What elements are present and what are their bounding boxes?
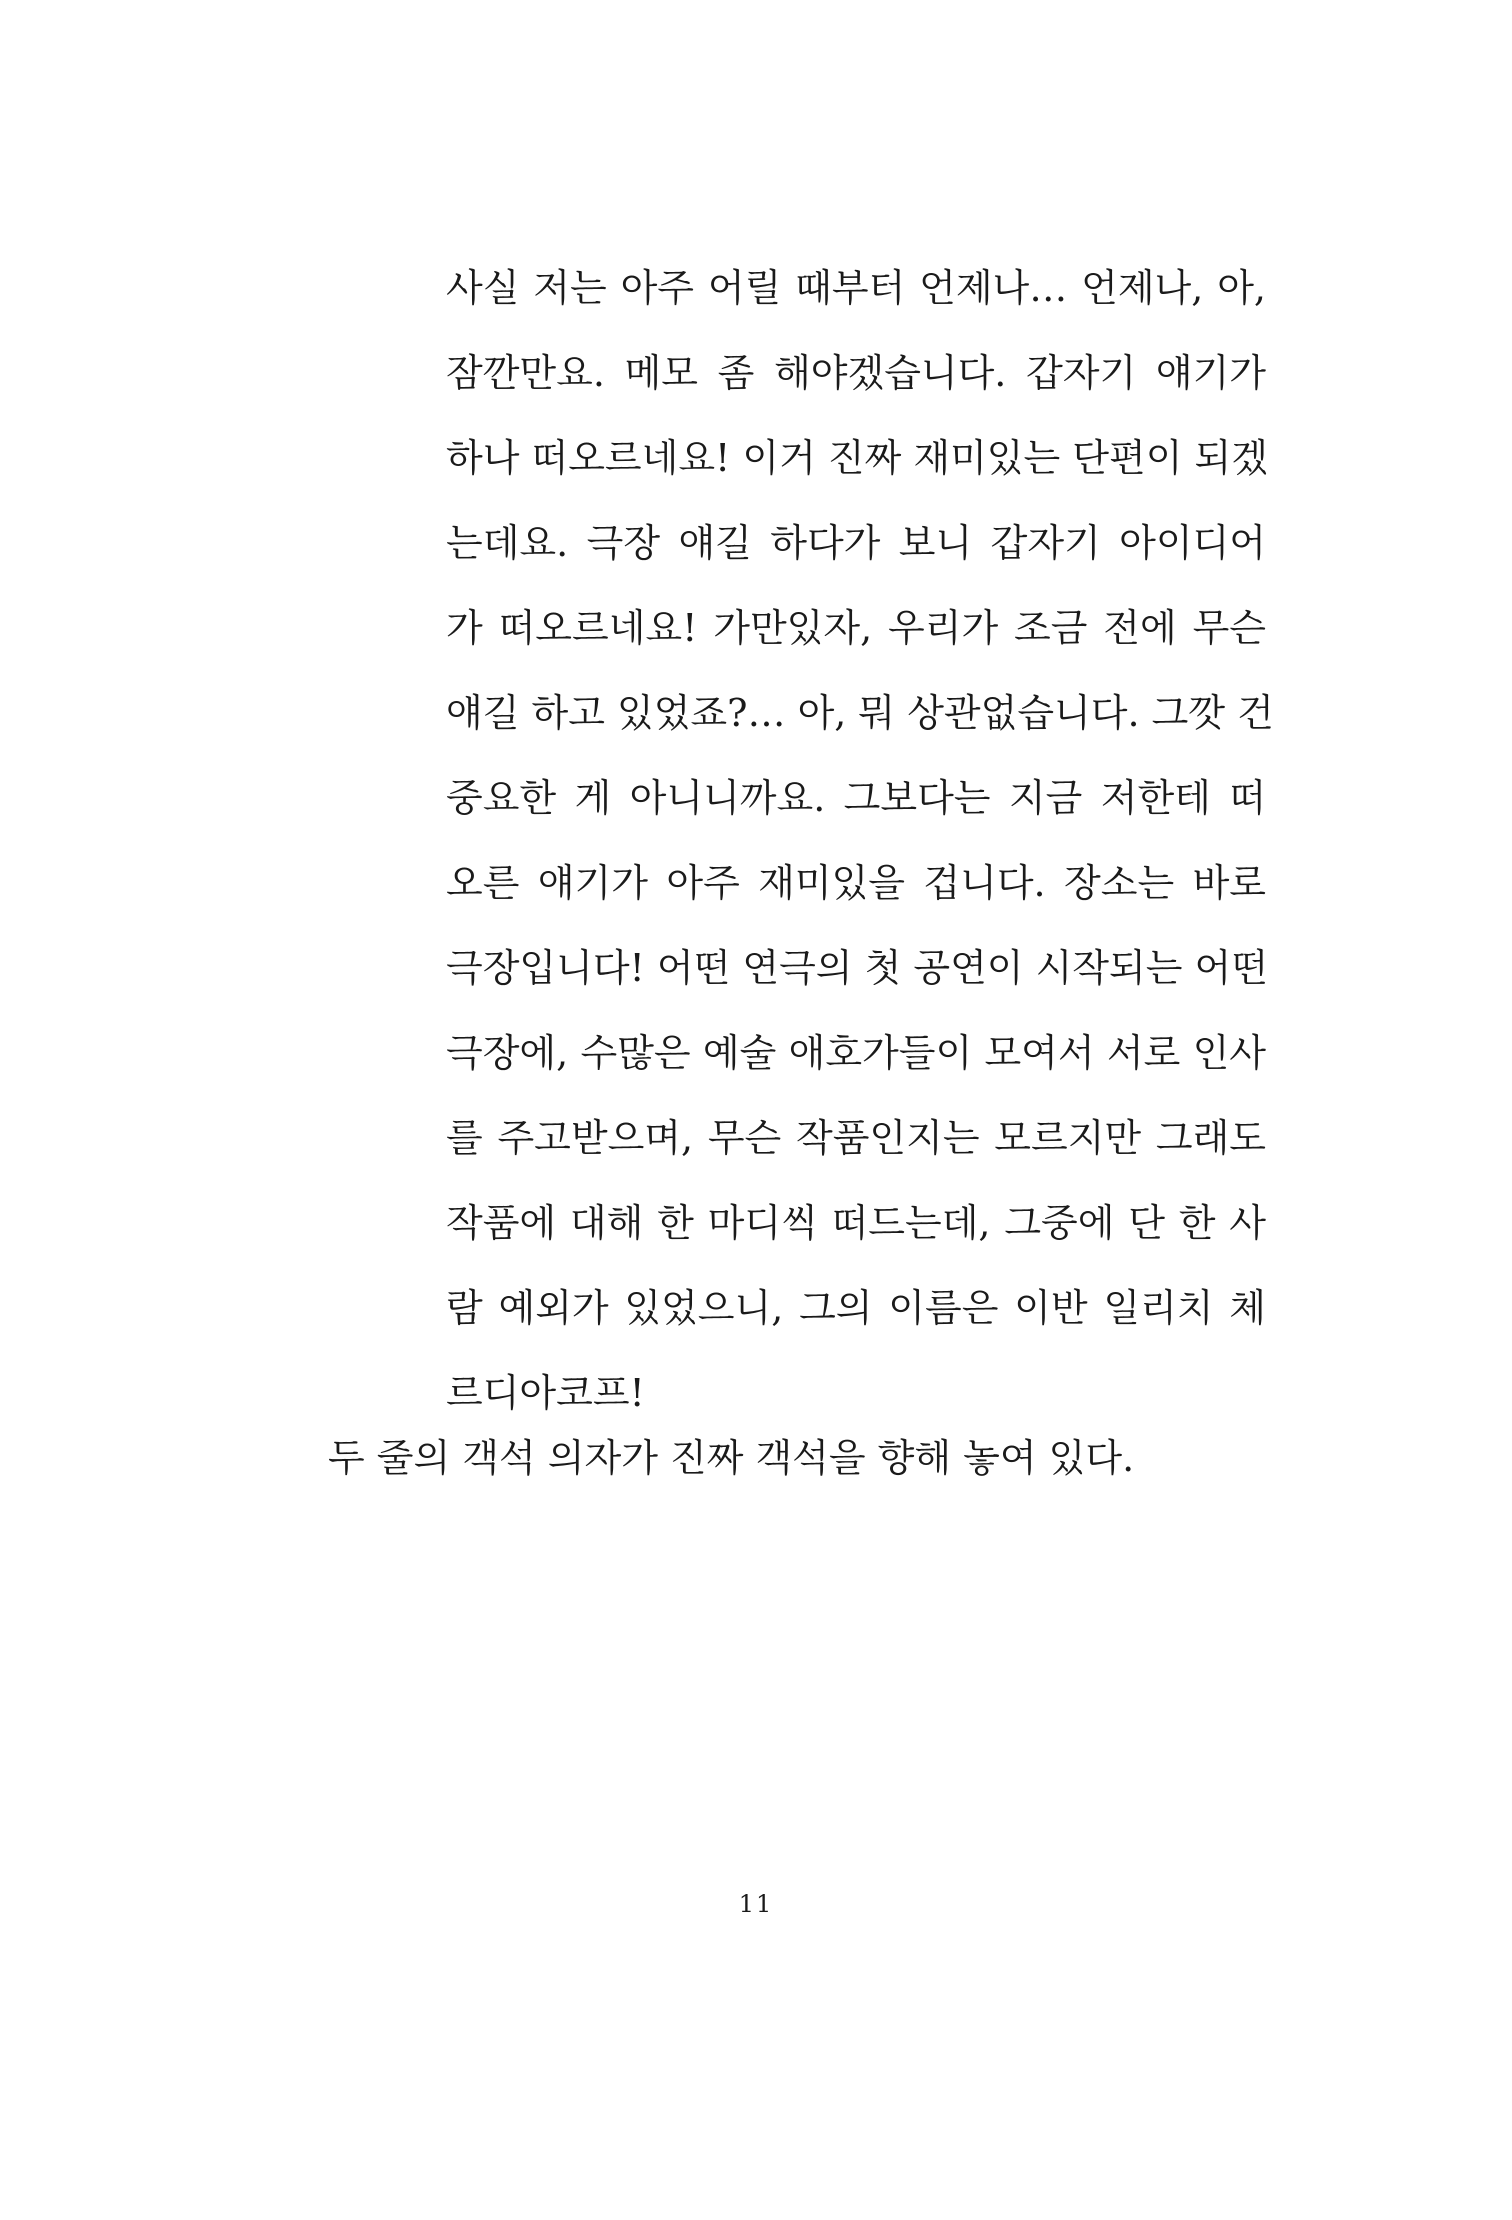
page-number: 11 — [738, 1890, 774, 1918]
dialogue-line: 얘길 하고 있었죠?… 아, 뭐 상관없습니다. 그깟 건 — [446, 691, 1274, 735]
dialogue-line: 르디아코프! — [446, 1371, 645, 1415]
dialogue-line: 잠깐만요. 메모 좀 해야겠습니다. 갑자기 얘기가 — [446, 351, 1266, 395]
dialogue-line: 극장에, 수많은 예술 애호가들이 모여서 서로 인사 — [446, 1031, 1266, 1075]
dialogue-line: 극장입니다! 어떤 연극의 첫 공연이 시작되는 어떤 — [446, 946, 1268, 990]
dialogue-line: 사실 저는 아주 어릴 때부터 언제나… 언제나, 아, — [446, 266, 1266, 310]
dialogue-line: 오른 얘기가 아주 재미있을 겁니다. 장소는 바로 — [446, 861, 1266, 905]
dialogue-line: 중요한 게 아니니까요. 그보다는 지금 저한테 떠 — [446, 776, 1266, 820]
dialogue-paragraph — [446, 246, 1274, 1436]
stage-direction: 두 줄의 객석 의자가 진짜 객석을 향해 놓여 있다. — [328, 1436, 1135, 1480]
dialogue-line: 작품에 대해 한 마디씩 떠드는데, 그중에 단 한 사 — [446, 1201, 1266, 1245]
dialogue-line: 가 떠오르네요! 가만있자, 우리가 조금 전에 무슨 — [446, 606, 1266, 650]
dialogue-line: 는데요. 극장 얘길 하다가 보니 갑자기 아이디어 — [446, 521, 1266, 565]
dialogue-line: 람 예외가 있었으니, 그의 이름은 이반 일리치 체 — [446, 1286, 1266, 1330]
dialogue-line: 를 주고받으며, 무슨 작품인지는 모르지만 그래도 — [446, 1116, 1266, 1160]
dialogue-line: 하나 떠오르네요! 이거 진짜 재미있는 단편이 되겠 — [446, 436, 1268, 480]
